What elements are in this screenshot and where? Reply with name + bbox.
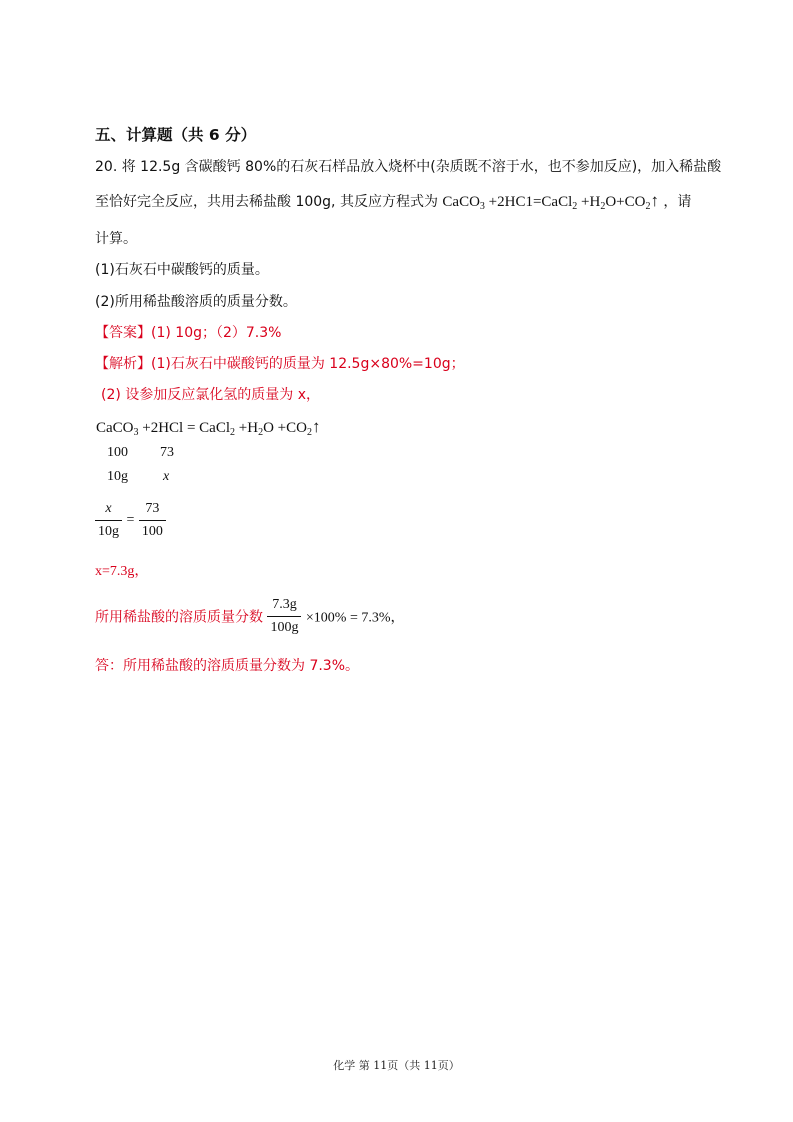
- stoich-row-2-a: 10g: [107, 469, 128, 484]
- mass-fraction-denominator: 100g: [270, 620, 299, 635]
- ratio-left-fraction: [95, 500, 122, 541]
- analysis-line-1: [95, 354, 465, 374]
- ratio-right-denominator: 100: [141, 524, 163, 539]
- question-line-1: 20. 将 12.5g 含碳酸钙 80%的石灰石样品放入烧杯中(杂质既不溶于水，也不参加反应)，加入稀盐酸: [95, 159, 722, 175]
- question-line-2: [95, 191, 691, 212]
- section-heading: 五、计算题（共 6 分）: [95, 126, 257, 144]
- question-line-3: 计算。: [95, 231, 137, 247]
- reaction-equation-inline: CaCO$_3$ +2HC1=CaCl$_2$ $+H_2O+CO_2↑$: [442, 191, 659, 212]
- answer-line: [95, 323, 281, 343]
- stoich-row-1-b: 73: [160, 445, 174, 460]
- analysis-text-1: (1)石灰石中碳酸钙的质量为 12.5g×80%=10g；: [151, 356, 465, 372]
- question-sub-2: (2)所用稀盐酸溶质的质量分数。: [95, 294, 297, 310]
- question-sub-1: (1)石灰石中碳酸钙的质量。: [95, 262, 269, 278]
- ratio-equals: =: [126, 512, 135, 528]
- stoich-row-2-b: x: [163, 469, 170, 484]
- ratio-right-fraction: [139, 500, 166, 541]
- ratio-left-denominator: 10g: [98, 524, 119, 539]
- question-line-2-prefix: 至恰好完全反应，共用去稀盐酸 100g, 其反应方程式为: [95, 194, 438, 210]
- analysis-label: 【解析】: [95, 356, 151, 372]
- analysis-line-2: (2) 设参加反应氯化氢的质量为 x，: [101, 387, 321, 403]
- mass-fraction-fraction: [267, 596, 301, 637]
- mass-fraction-line: [95, 596, 405, 637]
- page-footer: 化学 第 11页（共 11页）: [333, 1059, 460, 1072]
- mass-fraction-numerator: 7.3g: [267, 596, 301, 617]
- stoich-row-1-a: 100: [107, 445, 128, 460]
- ratio-equation: [95, 500, 166, 541]
- answer-text: (1) 10g；（2）7.3%: [151, 325, 282, 341]
- mass-fraction-suffix: ×100% = 7.3%，: [305, 610, 405, 626]
- result-x: x=7.3g，: [95, 564, 149, 579]
- question-line-2-suffix: ，请: [663, 194, 692, 210]
- reaction-equation-display: CaCO$_3$ +2HCl = CaCl$_2$ $+H_2O$ $+CO_2↑$: [96, 417, 321, 438]
- mass-fraction-prefix: 所用稀盐酸的溶质质量分数: [95, 609, 263, 626]
- conclusion: 答：所用稀盐酸的溶质质量分数为 7.3%。: [95, 658, 360, 674]
- ratio-right-numerator: 73: [139, 500, 166, 521]
- ratio-left-numerator: x: [95, 500, 122, 521]
- answer-label: 【答案】: [95, 325, 151, 341]
